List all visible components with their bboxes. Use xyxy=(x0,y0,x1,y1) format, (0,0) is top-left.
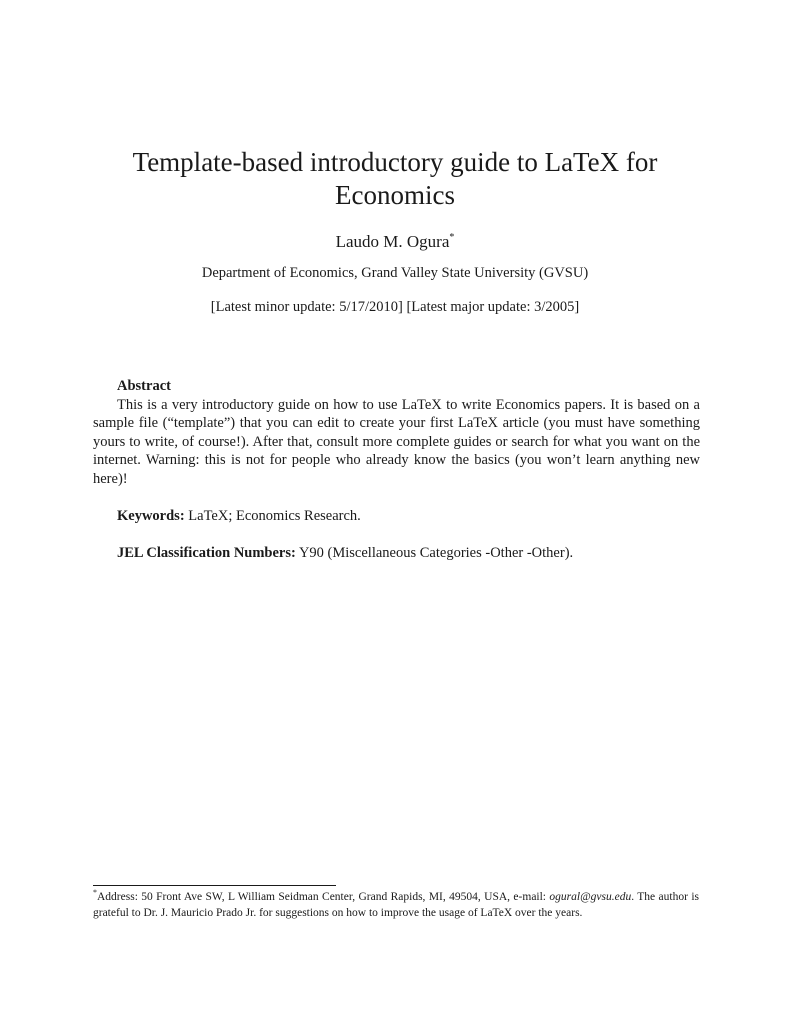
footnote-mark: * xyxy=(93,888,97,897)
author-name: Laudo M. Ogura xyxy=(335,232,450,251)
affiliation: Department of Economics, Grand Valley State University (GVSU) xyxy=(201,265,589,281)
abstract-heading: Abstract xyxy=(117,378,171,394)
author-footnote-mark: * xyxy=(449,232,455,243)
update-dates: [Latest minor update: 5/17/2010] [Latest major update: 3/2005] xyxy=(210,299,580,315)
footnote-divider xyxy=(93,885,336,886)
footnote-email[interactable]: ogural@gvsu.edu xyxy=(549,891,632,903)
footnote-acknowledgment: . The author is grateful to Dr. J. Mauricio Prado Jr. for suggestions on how to improve the usage of LaTeX over the years. xyxy=(93,891,699,919)
keywords-label: Keywords: xyxy=(117,508,185,524)
jel-label: JEL Classification Numbers: xyxy=(117,545,296,561)
footnote xyxy=(93,889,699,921)
author-line xyxy=(95,232,695,252)
jel-line xyxy=(117,545,573,562)
jel-value: Y90 (Miscellaneous Categories -Other -Other). xyxy=(298,545,574,561)
paper-title: Template-based introductory guide to LaTeX for Economics xyxy=(132,147,658,210)
keywords-line xyxy=(117,508,361,525)
abstract-text: This is a very introductory guide on how to use LaTeX to write Economics papers. It is based on a sample file (“template”) that you can edit to create your first LaTeX article (you must have something yours to write, of course!). After that, consult more complete guides or search for what you want on the internet. Warning: this is not for people who already know the basics (you won’t learn anything new here)! xyxy=(93,396,700,487)
keywords-value: LaTeX; Economics Research. xyxy=(188,508,361,524)
footnote-address: Address: 50 Front Ave SW, L William Seidman Center, Grand Rapids, MI, 49504, USA, e-mail: xyxy=(97,891,547,903)
abstract-section xyxy=(93,377,700,489)
